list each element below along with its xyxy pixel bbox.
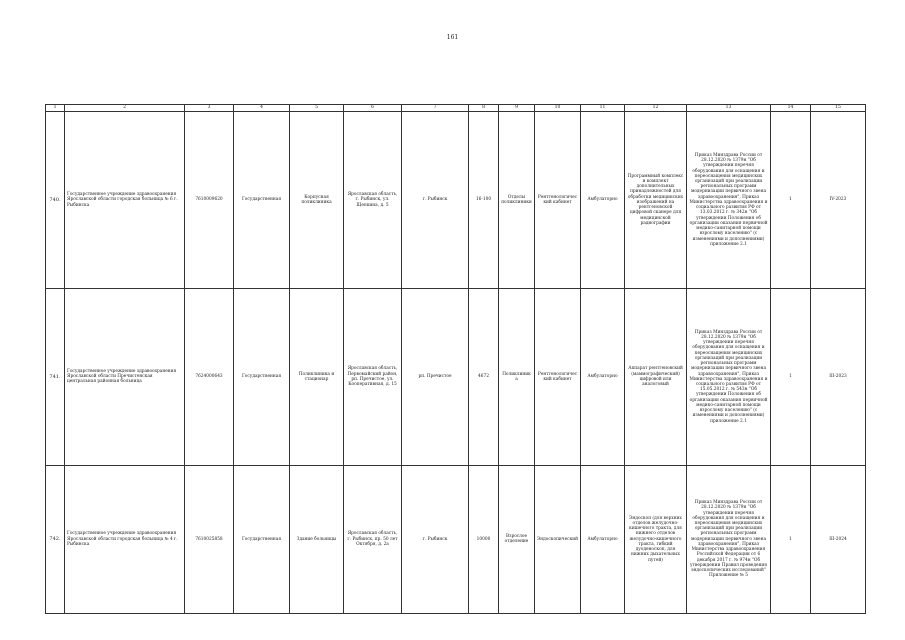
locality: рп. Пречистое: [402, 288, 469, 465]
locality-code: 10000: [469, 465, 499, 613]
column-number: 5: [290, 105, 344, 112]
delivery-period: IV-2023: [811, 112, 866, 289]
legal-basis: Приказ Минздрава России от 28.12.2020 № 1379н "Об утверждении перечня оборудования для оснащения и переоснащения медицинских организаций при реализации региональных программ модернизации первичного звена здравоохранения", Приказ Министерства здравоохранения и социального развития РФ от 13.03.2012 г. № 342н "Об утверждении Положения об организации оказания первичной медико-санитарной помощи взрослому населению" (с изменениями и дополнениями) приложение 2.1: [687, 112, 771, 289]
building-type: Поликлиника и стационар: [290, 288, 344, 465]
column-number: 14: [771, 105, 811, 112]
row-number: 740.: [46, 112, 65, 289]
column-number: 6: [344, 105, 402, 112]
ownership-form: Государственная: [234, 288, 290, 465]
quantity: 1: [771, 288, 811, 465]
quantity: 1: [771, 465, 811, 613]
registry-table: [45, 104, 866, 614]
column-number: 4: [234, 105, 290, 112]
quantity: 1: [771, 112, 811, 289]
department: Отделы поликлиники: [499, 112, 535, 289]
equipment: Аппарат рентгеновский (маммографический) цифровой или аналоговый: [625, 288, 687, 465]
table-row: [46, 112, 866, 289]
column-number: 11: [581, 105, 625, 112]
row-number: 742.: [46, 465, 65, 613]
legal-basis: Приказ Минздрава России от 28.12.2020 № 1379н "Об утверждении перечня оборудования для оснащения и переоснащения медицинских организаций при реализации региональных программ модернизации первичного звена здравоохранения", Приказ Министерства здравоохранения Российской Федерации от 6 декабря 2017 г. № 974н "Об утверждении Правил проведения эндоскопических исследований" Приложение № 5: [687, 465, 771, 613]
delivery-period: III-2024: [811, 465, 866, 613]
column-number: 7: [402, 105, 469, 112]
ownership-form: Государственная: [234, 112, 290, 289]
building-type: Корпусная поликлиника: [290, 112, 344, 289]
ownership-form: Государственная: [234, 465, 290, 613]
column-number-row: [46, 105, 866, 112]
organization-name: Государственное учреждение здравоохранения Ярославской области Пречистенская центральная районная больница: [65, 288, 185, 465]
organization-name: Государственное учреждение здравоохранения Ярославской области городская больница № 6 г. Рыбинска: [65, 112, 185, 289]
address: Ярославская область, г. Рыбинск, пр. 50 лет Октября, д. 2а: [344, 465, 402, 613]
column-number: 9: [499, 105, 535, 112]
locality-code: 4672: [469, 288, 499, 465]
column-number: 8: [469, 105, 499, 112]
table-row: [46, 465, 866, 613]
equipment: Эндоскоп (для верхних отделов желудочно-кишечного тракта, для нижнего отделов желудочно-кишечного тракта, гибкий дуоденоскоп, для нижних дыхательных путей): [625, 465, 687, 613]
locality-code: 16-100: [469, 112, 499, 289]
care-mode: Амбулаторно: [581, 465, 625, 613]
care-mode: Амбулаторно: [581, 288, 625, 465]
equipment: Программный комплекс и комплект дополнительных принадлежностей для обработки медицинских изображений на рентгеновской цифровой сканере для медицинской радиографии: [625, 112, 687, 289]
column-number: 10: [535, 105, 581, 112]
delivery-period: III-2023: [811, 288, 866, 465]
legal-basis: Приказ Минздрава России от 28.12.2020 № 1379н "Об утверждении перечня оборудования для оснащения и переоснащения медицинских организаций при реализации региональных программ модернизации первичного звена здравоохранения", Приказ Министерства здравоохранения и социального развития РФ от 15.05.2012 г. № 543н "Об утверждении Положения об организации оказания первичной медико-санитарной помощи взрослому населению" (с изменениями и дополнениями) приложение 2.1: [687, 288, 771, 465]
locality: г. Рыбинск: [402, 465, 469, 613]
column-number: 1: [46, 105, 65, 112]
department: Поликлиника: [499, 288, 535, 465]
department: Взрослое отделение: [499, 465, 535, 613]
room: Эндоскопический: [535, 465, 581, 613]
address: Ярославская область, г. Рыбинск, ул. Щепкина, д. 5: [344, 112, 402, 289]
room: Рентгенологический кабинет: [535, 112, 581, 289]
inn: 7610025858: [185, 465, 234, 613]
column-number: 3: [185, 105, 234, 112]
room: Рентгенологический кабинет: [535, 288, 581, 465]
locality: г. Рыбинск: [402, 112, 469, 289]
column-number: 12: [625, 105, 687, 112]
address: Ярославская область, Первомайский район, рп. Пречистое, ул. Кооперативная, д. 15: [344, 288, 402, 465]
row-number: 741.: [46, 288, 65, 465]
building-type: Здание больницы: [290, 465, 344, 613]
inn: 7624000643: [185, 288, 234, 465]
care-mode: Амбулаторно: [581, 112, 625, 289]
organization-name: Государственное учреждение здравоохранения Ярославской области городская больница № 4 г. Рыбинска: [65, 465, 185, 613]
table-row: [46, 288, 866, 465]
page-number: 161: [446, 34, 459, 41]
column-number: 15: [811, 105, 866, 112]
inn: 7610009620: [185, 112, 234, 289]
column-number: 13: [687, 105, 771, 112]
column-number: 2: [65, 105, 185, 112]
